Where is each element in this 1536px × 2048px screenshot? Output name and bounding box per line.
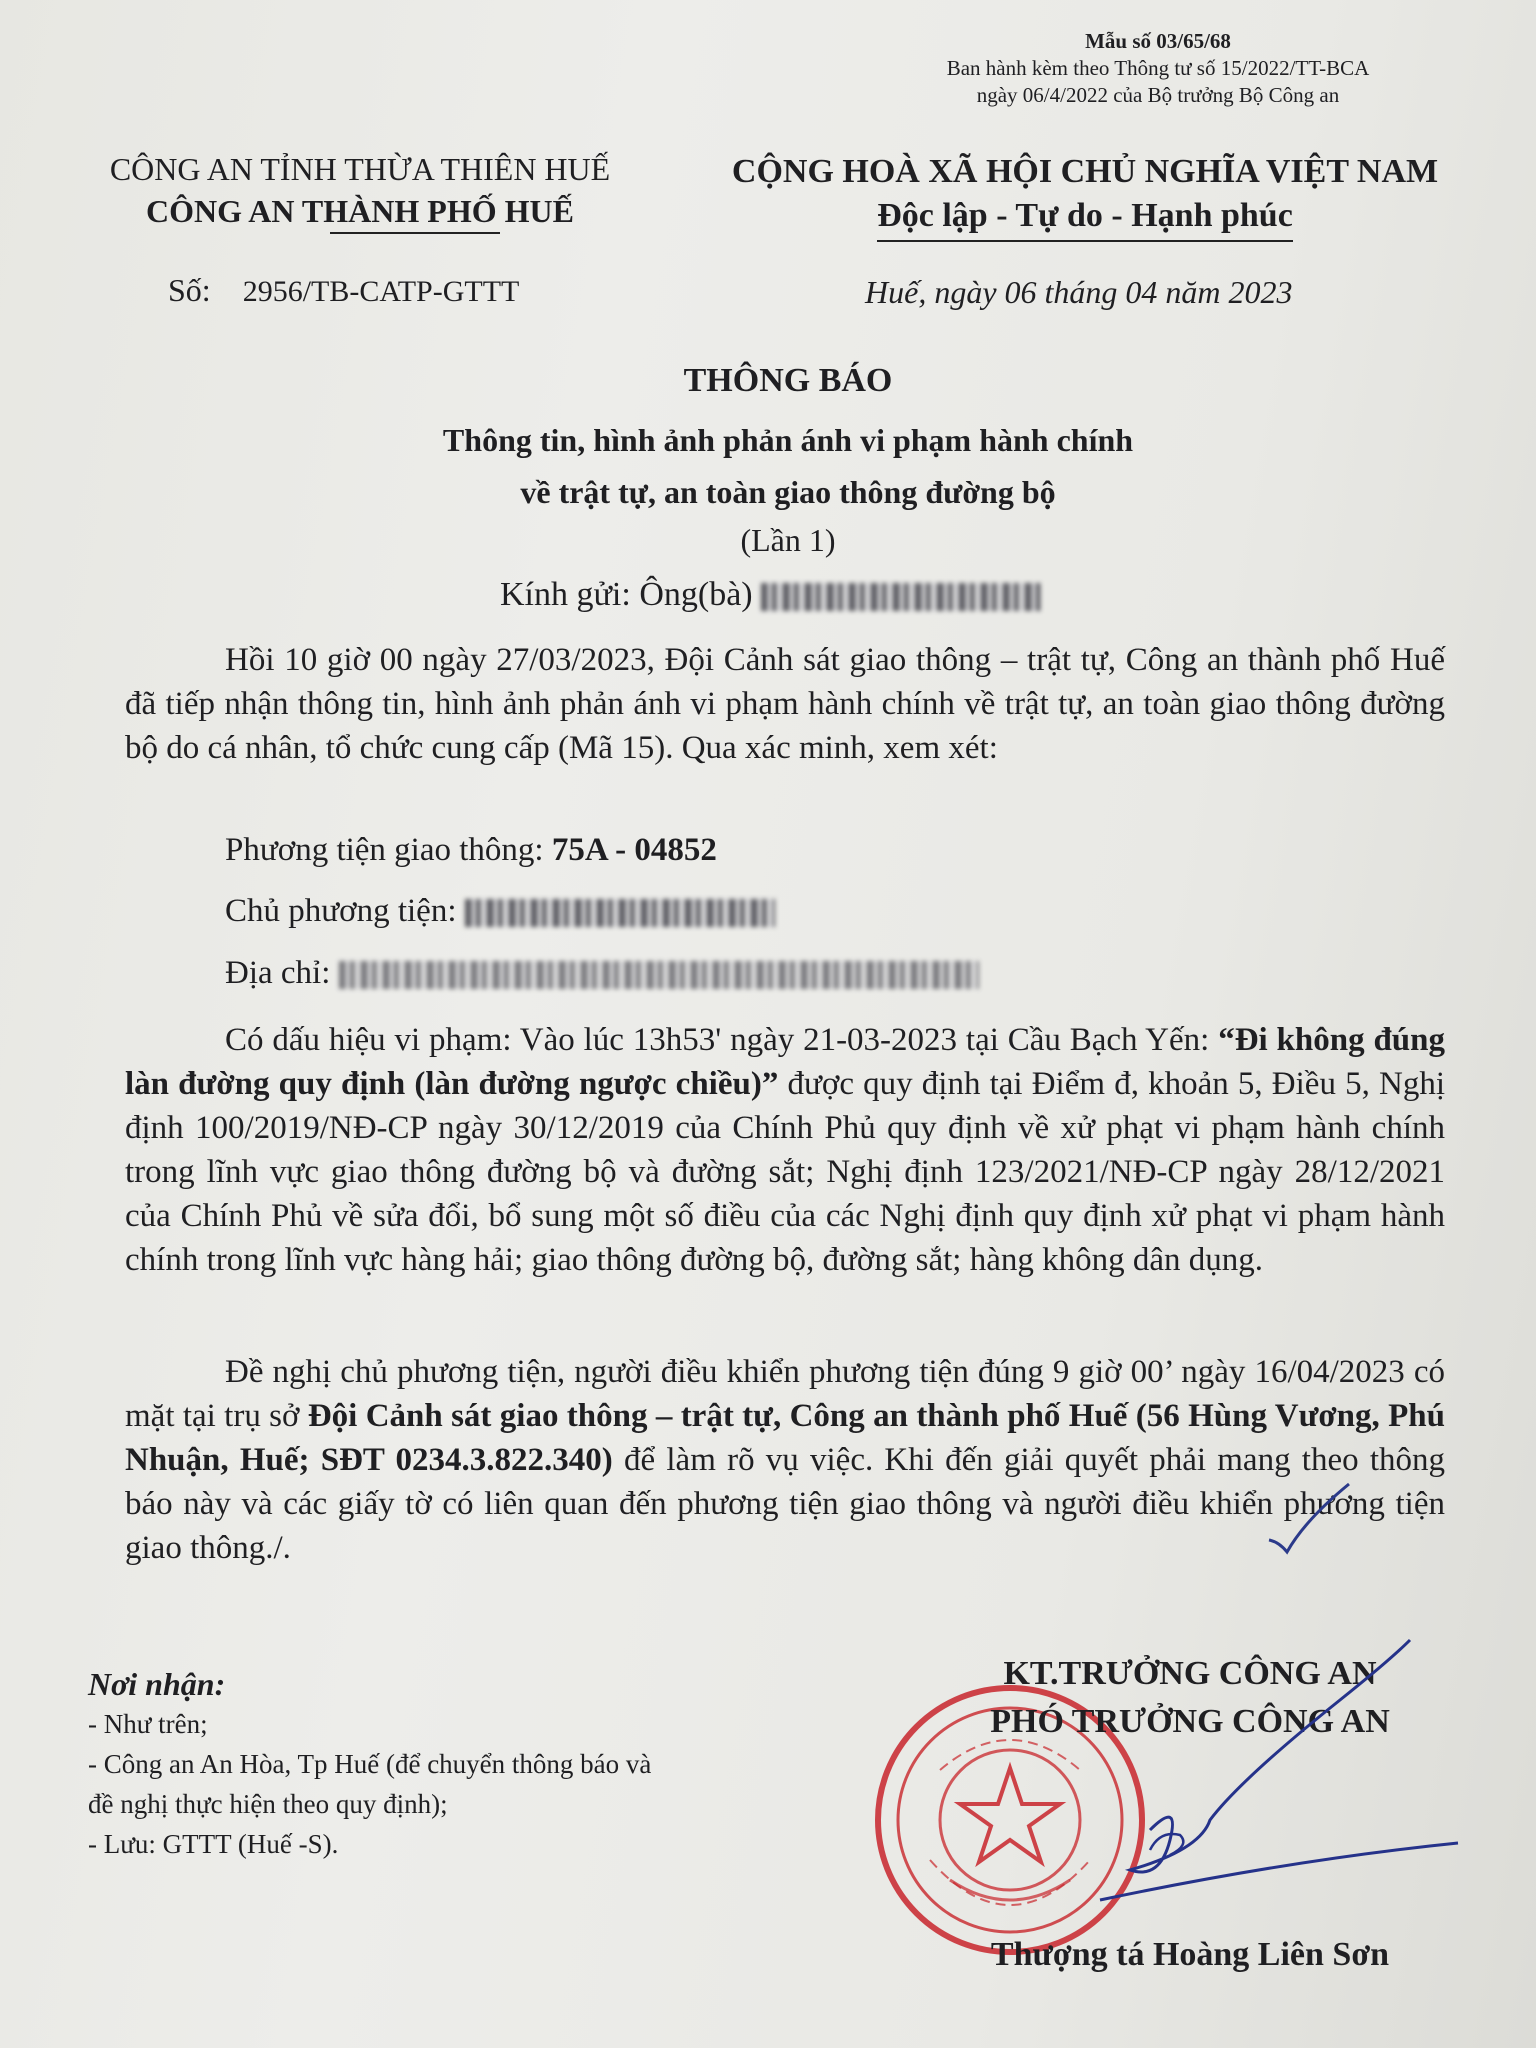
intro-paragraph: Hồi 10 giờ 00 ngày 27/03/2023, Đội Cảnh sát giao thông – trật tự, Công an thành phố Huế đã tiếp nhận thông tin, hình ảnh phản ánh vi phạm hành chính về trật tự, an toàn giao thông đường bộ do cá nhân, tổ chức cung cấp (Mã 15). Qua xác minh, xem xét: xyxy=(125,642,1445,766)
document-subtitle xyxy=(0,414,1536,518)
request-rest: để làm rõ vụ việc. Khi đến giải quyết phải mang theo thông báo này và các giấy tờ có liên quan đến phương tiện giao thông và người điều khiển phương tiện giao thông./. xyxy=(125,1442,1445,1566)
country-name: CỘNG HOÀ XÃ HỘI CHỦ NGHĨA VIỆT NAM xyxy=(731,153,1439,190)
agency-name: CÔNG AN THÀNH PHỐ HUẾ xyxy=(146,193,574,229)
vehicle-label: Phương tiện giao thông: xyxy=(225,832,544,868)
recipient-line xyxy=(500,576,1041,614)
signature-title-line-2: PHÓ TRƯỞNG CÔNG AN xyxy=(990,1703,1390,1740)
redacted-owner xyxy=(465,899,775,927)
handwritten-signature-icon xyxy=(1090,1530,1510,1930)
form-reference xyxy=(898,28,1418,109)
redacted-name xyxy=(761,583,1041,611)
request-intro: Đề nghị chủ phương tiện, người điều khiển phương tiện đúng 9 giờ 00’ ngày 16/04/2023 có mặt tại trụ sở xyxy=(125,1354,1445,1434)
form-code: Mẫu số 03/65/68 xyxy=(1085,29,1231,53)
document-title: THÔNG BÁO xyxy=(683,362,893,399)
parent-agency: CÔNG AN TỈNH THỪA THIÊN HUẾ xyxy=(109,151,611,187)
subtitle-line-1: Thông tin, hình ảnh phản ánh vi phạm hành chính xyxy=(442,422,1134,458)
recipient-item: - Như trên; xyxy=(88,1709,208,1739)
owner-field xyxy=(225,893,775,930)
recipient-item: - Lưu: GTTT (Huế -S). xyxy=(88,1829,339,1859)
form-issued-by: Ban hành kèm theo Thông tư số 15/2022/TT-BCA xyxy=(946,56,1370,80)
request-location: Đội Cảnh sát giao thông – trật tự, Công an thành phố Huế (56 Hùng Vương, Phú Nhuận, Huế; SĐT 0234.3.822.340) xyxy=(125,1398,1445,1478)
recipients-block xyxy=(88,1664,651,1864)
violation-paragraph xyxy=(125,1018,1445,1282)
recipient-item: đề nghị thực hiện theo quy định); xyxy=(88,1789,448,1819)
document-number xyxy=(168,272,519,309)
recipient-item: - Công an An Hòa, Tp Huế (để chuyển thông báo và xyxy=(88,1749,652,1779)
address-field xyxy=(225,955,979,992)
signer-name: Thượng tá Hoàng Liên Sơn xyxy=(990,1936,1390,1973)
national-header xyxy=(705,150,1465,242)
place-date: Huế, ngày 06 tháng 04 năm 2023 xyxy=(865,274,1293,310)
vehicle-field xyxy=(225,832,717,869)
agency-underline xyxy=(330,232,500,234)
recipients-heading: Nơi nhận: xyxy=(88,1666,226,1702)
number-label: Số: xyxy=(168,272,211,308)
violation-legal-basis: được quy định tại Điểm đ, khoản 5, Điều 5, Nghị định 100/2019/NĐ-CP ngày 30/12/2019 của Chính Phủ quy định về xử phạt vi phạm hành chính trong lĩnh vực giao thông đường bộ và đường sắt; Nghị định 123/2021/NĐ-CP ngày 28/12/2021 của Chính Phủ về sửa đổi, bổ sung một số điều của các Nghị định quy định xử phạt vi phạm hành chính trong lĩnh vực hàng hải; giao thông đường bộ, đường sắt; hàng không dân dụng. xyxy=(125,1066,1445,1278)
violation-description: “Đi không đúng làn đường quy định (làn đường ngược chiều)” xyxy=(125,1022,1446,1102)
number-value: 2956/TB-CATP-GTTT xyxy=(242,275,520,308)
recipient-label: Kính gửi: Ông(bà) xyxy=(500,576,753,613)
owner-label: Chủ phương tiện: xyxy=(225,893,457,929)
violation-intro: Có dấu hiệu vi phạm: Vào lúc 13h53' ngày 21-03-2023 tại Cầu Bạch Yến: xyxy=(225,1022,1210,1058)
vehicle-plate: 75A - 04852 xyxy=(551,832,717,868)
notice-count: (Lần 1) xyxy=(740,522,836,558)
redacted-address xyxy=(339,961,979,989)
subtitle-line-2: về trật tự, an toàn giao thông đường bộ xyxy=(520,474,1056,510)
issuing-agency xyxy=(70,148,650,232)
address-label: Địa chỉ: xyxy=(225,955,331,991)
form-issued-date: ngày 06/4/2022 của Bộ trưởng Bộ Công an xyxy=(976,83,1340,107)
national-motto: Độc lập - Tự do - Hạnh phúc xyxy=(877,194,1293,242)
signature-title-line-1: KT.TRƯỞNG CÔNG AN xyxy=(1003,1655,1377,1692)
